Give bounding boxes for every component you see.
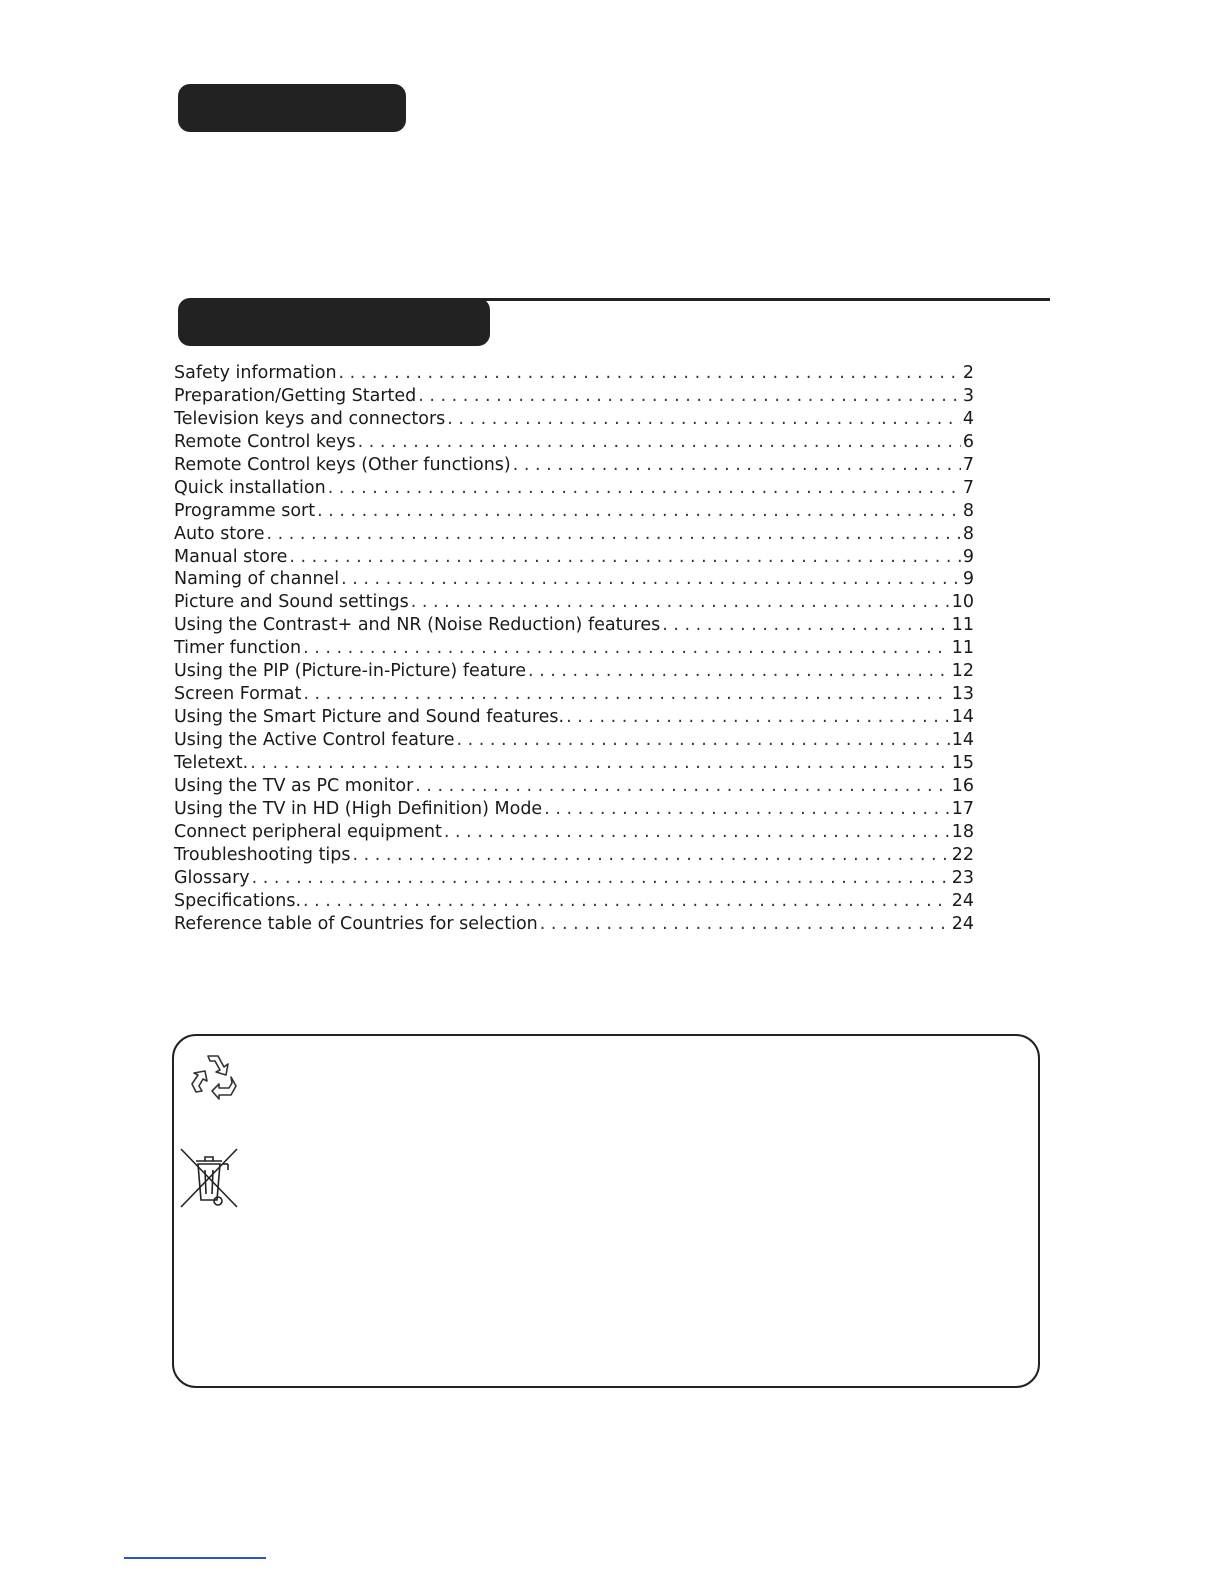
- toc-dot-leader: [250, 752, 950, 775]
- toc-entry-title: Using the TV in HD (High Definition) Mode: [174, 798, 543, 819]
- toc-dot-leader: [303, 637, 950, 660]
- toc-entry[interactable]: [174, 867, 974, 890]
- toc-entry[interactable]: [174, 500, 974, 523]
- toc-entry-title: Preparation/Getting Started: [174, 385, 417, 406]
- toc-dot-leader: [339, 362, 961, 385]
- toc-entry-page: 4: [962, 408, 974, 429]
- toc-entry-title: Picture and Sound settings: [174, 592, 409, 613]
- toc-entry-page: 13: [951, 684, 974, 705]
- toc-entry[interactable]: [174, 614, 974, 637]
- toc-dot-leader: [457, 729, 950, 752]
- toc-entry[interactable]: [174, 546, 974, 569]
- toc-entry-title: Quick installation: [174, 477, 326, 498]
- toc-entry[interactable]: [174, 660, 974, 683]
- toc-entry-page: 2: [962, 363, 974, 383]
- introduction-header-tab: [178, 84, 406, 132]
- toc-entry[interactable]: [174, 844, 974, 867]
- contents-header-rule: [470, 298, 1050, 301]
- toc-entry-title: Auto store: [174, 523, 265, 544]
- toc-entry[interactable]: [174, 821, 974, 844]
- toc-entry-title: Using the Smart Picture and Sound features.: [174, 707, 565, 728]
- toc-dot-leader: [662, 614, 949, 637]
- toc-entry[interactable]: [174, 913, 974, 936]
- footer-link-underline[interactable]: [124, 1557, 266, 1559]
- toc-entry-page: 15: [951, 752, 974, 773]
- toc-entry-page: 6: [962, 431, 974, 452]
- toc-entry-page: 16: [951, 775, 974, 796]
- toc-dot-leader: [418, 385, 961, 408]
- toc-dot-leader: [566, 706, 950, 729]
- toc-entry-page: 22: [951, 844, 974, 865]
- toc-entry-page: 3: [962, 385, 974, 406]
- toc-dot-leader: [317, 500, 961, 523]
- toc-entry[interactable]: [174, 775, 974, 798]
- toc-entry-page: 8: [962, 523, 974, 544]
- toc-dot-leader: [513, 454, 961, 477]
- toc-dot-leader: [411, 591, 950, 614]
- toc-dot-leader: [540, 913, 950, 936]
- toc-entry-title: Glossary: [174, 867, 250, 888]
- toc-entry[interactable]: [174, 752, 974, 775]
- toc-entry[interactable]: [174, 408, 974, 431]
- recycle-icon: [188, 1050, 244, 1102]
- toc-entry-title: Reference table of Countries for selection: [174, 913, 538, 934]
- toc-entry-page: 10: [951, 592, 974, 613]
- toc-entry[interactable]: [174, 798, 974, 821]
- toc-entry-page: 11: [951, 615, 974, 636]
- toc-dot-leader: [328, 477, 961, 500]
- toc-dot-leader: [544, 798, 950, 821]
- toc-entry[interactable]: [174, 385, 974, 408]
- toc-dot-leader: [303, 683, 949, 706]
- toc-entry[interactable]: [174, 706, 974, 729]
- toc-entry[interactable]: [174, 637, 974, 660]
- toc-dot-leader: [252, 867, 950, 890]
- toc-entry-title: Using the TV as PC monitor: [174, 775, 414, 796]
- toc-entry-title: Television keys and connectors: [174, 408, 446, 429]
- toc-dot-leader: [528, 660, 950, 683]
- toc-entry[interactable]: [174, 683, 974, 706]
- toc-dot-leader: [266, 523, 960, 546]
- contents-header-tab: [178, 298, 490, 346]
- toc-entry-page: 23: [951, 867, 974, 888]
- crossed-out-bin-icon: [178, 1146, 240, 1210]
- toc-entry-title: Manual store: [174, 546, 288, 567]
- toc-entry[interactable]: [174, 477, 974, 500]
- toc-entry-page: 11: [951, 638, 974, 659]
- toc-entry-page: 24: [951, 913, 974, 934]
- toc-entry-title: Remote Control keys (Other functions): [174, 454, 511, 475]
- toc-entry-page: 7: [962, 477, 974, 498]
- toc-dot-leader: [447, 408, 961, 431]
- toc-entry-title: Using the Active Control feature: [174, 730, 455, 750]
- toc-entry-title: Troubleshooting tips: [174, 844, 351, 865]
- toc-entry-title: Safety information: [174, 363, 337, 383]
- toc-dot-leader: [303, 890, 950, 913]
- toc-entry-title: Screen Format: [174, 684, 302, 705]
- toc-entry-page: 12: [951, 661, 974, 682]
- toc-entry-page: 18: [951, 821, 974, 842]
- toc-entry[interactable]: [174, 362, 974, 385]
- toc-entry[interactable]: [174, 568, 974, 591]
- toc-entry-title: Naming of channel: [174, 569, 340, 590]
- toc-entry-title: Teletext.: [174, 752, 249, 773]
- toc-dot-leader: [358, 431, 961, 454]
- toc-dot-leader: [353, 844, 950, 867]
- toc-entry[interactable]: [174, 454, 974, 477]
- toc-entry-title: Using the PIP (Picture-in-Picture) feature: [174, 661, 527, 682]
- toc-entry[interactable]: [174, 890, 974, 913]
- toc-entry-page: 17: [951, 798, 974, 819]
- toc-entry-title: Timer function: [174, 638, 302, 659]
- toc-dot-leader: [444, 821, 950, 844]
- toc-entry[interactable]: [174, 591, 974, 614]
- table-of-contents: [174, 362, 974, 935]
- toc-entry-page: 14: [951, 730, 974, 750]
- toc-entry-title: Using the Contrast+ and NR (Noise Reduction) features: [174, 615, 661, 636]
- toc-entry-page: 14: [951, 707, 974, 728]
- toc-entry-page: 7: [962, 454, 974, 475]
- toc-dot-leader: [415, 775, 949, 798]
- toc-entry-title: Remote Control keys: [174, 431, 356, 452]
- toc-dot-leader: [341, 568, 961, 591]
- environment-notice-box: [172, 1034, 1040, 1388]
- toc-entry[interactable]: [174, 729, 974, 752]
- toc-entry-page: 24: [951, 890, 974, 911]
- toc-entry-title: Connect peripheral equipment: [174, 821, 442, 842]
- toc-dot-leader: [289, 546, 960, 569]
- toc-entry-page: 9: [962, 546, 974, 567]
- toc-entry-title: Programme sort: [174, 500, 316, 521]
- toc-entry-page: 8: [962, 500, 974, 521]
- toc-entry-page: 9: [962, 569, 974, 590]
- toc-entry[interactable]: [174, 431, 974, 454]
- toc-entry[interactable]: [174, 523, 974, 546]
- toc-entry-title: Specifications.: [174, 890, 302, 911]
